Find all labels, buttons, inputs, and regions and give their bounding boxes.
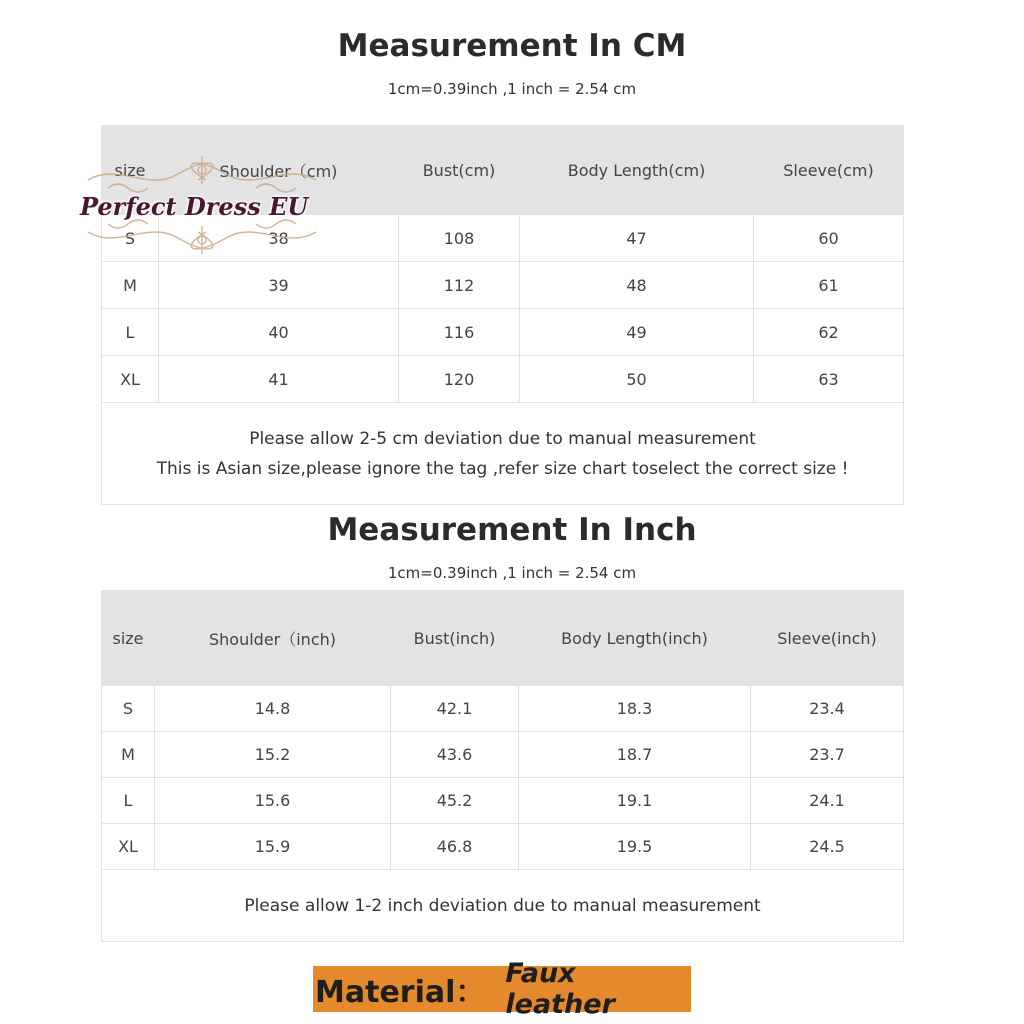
deviation-note: Please allow 1-2 inch deviation due to manual measurement [102,870,904,942]
cell-body-length: 18.3 [519,686,751,732]
cell-shoulder: 40 [159,309,399,356]
table-row [102,215,904,262]
table-header-row [102,126,904,215]
cell-bust: 116 [399,309,520,356]
cell-body-length: 19.5 [519,824,751,870]
cell-sleeve: 23.7 [751,732,904,778]
deviation-note [102,403,904,505]
table-row [102,356,904,403]
cell-bust: 112 [399,262,520,309]
header-bust: Bust(cm) [399,126,520,215]
table-header-row [102,591,904,686]
cm-conversion-note: 1cm=0.39inch ,1 inch = 2.54 cm [387,80,637,98]
cell-sleeve: 61 [754,262,904,309]
cell-body-length: 49 [520,309,754,356]
cell-sleeve: 63 [754,356,904,403]
cell-shoulder: 38 [159,215,399,262]
cell-shoulder: 15.6 [155,778,391,824]
header-sleeve: Sleeve(cm) [754,126,904,215]
header-size: size [102,591,155,686]
table-row [102,309,904,356]
cell-sleeve: 23.4 [751,686,904,732]
cell-sleeve: 62 [754,309,904,356]
cell-body-length: 47 [520,215,754,262]
cell-size: S [102,215,159,262]
cell-bust: 42.1 [391,686,519,732]
cell-shoulder: 39 [159,262,399,309]
header-shoulder: Shoulder（inch) [155,591,391,686]
table-row [102,262,904,309]
cell-shoulder: 15.2 [155,732,391,778]
header-sleeve: Sleeve(inch) [751,591,904,686]
cell-body-length: 48 [520,262,754,309]
cell-bust: 120 [399,356,520,403]
table-note-row [102,870,904,942]
cell-size: XL [102,356,159,403]
header-body-length: Body Length(inch) [519,591,751,686]
cell-sleeve: 24.5 [751,824,904,870]
cell-size: XL [102,824,155,870]
cell-shoulder: 41 [159,356,399,403]
inch-size-table [101,590,904,942]
material-value: Faux leather [505,958,615,1020]
cell-sleeve: 60 [754,215,904,262]
cell-bust: 45.2 [391,778,519,824]
cell-body-length: 18.7 [519,732,751,778]
cell-size: M [102,732,155,778]
table-row [102,778,904,824]
header-body-length: Body Length(cm) [520,126,754,215]
table-row [102,824,904,870]
header-bust: Bust(inch) [391,591,519,686]
cell-shoulder: 14.8 [155,686,391,732]
header-size: size [102,126,159,215]
table-row [102,732,904,778]
material-banner [313,958,691,1020]
cell-bust: 108 [399,215,520,262]
cell-bust: 46.8 [391,824,519,870]
cell-shoulder: 15.9 [155,824,391,870]
table-row [102,686,904,732]
material-label: Material： [315,975,486,1010]
cell-size: S [102,686,155,732]
watermark-text: Perfect Dress EU [80,192,309,221]
cm-section-title: Measurement In CM [337,28,687,64]
cell-body-length: 19.1 [519,778,751,824]
cell-size: L [102,309,159,356]
table-note-row [102,403,904,505]
cell-size: M [102,262,159,309]
cm-size-table [101,125,904,505]
cell-bust: 43.6 [391,732,519,778]
cell-sleeve: 24.1 [751,778,904,824]
asian-size-note: This is Asian size,please ignore the tag ,refer size chart toselect the correct size ! [156,458,849,479]
header-shoulder: Shoulder（cm) [159,126,399,215]
cell-size: L [102,778,155,824]
cell-body-length: 50 [520,356,754,403]
inch-conversion-note: 1cm=0.39inch ,1 inch = 2.54 cm [387,564,637,582]
deviation-note-line-1: Please allow 2-5 cm deviation due to manual measurement [249,428,756,449]
inch-section-title: Measurement In Inch [327,512,697,548]
